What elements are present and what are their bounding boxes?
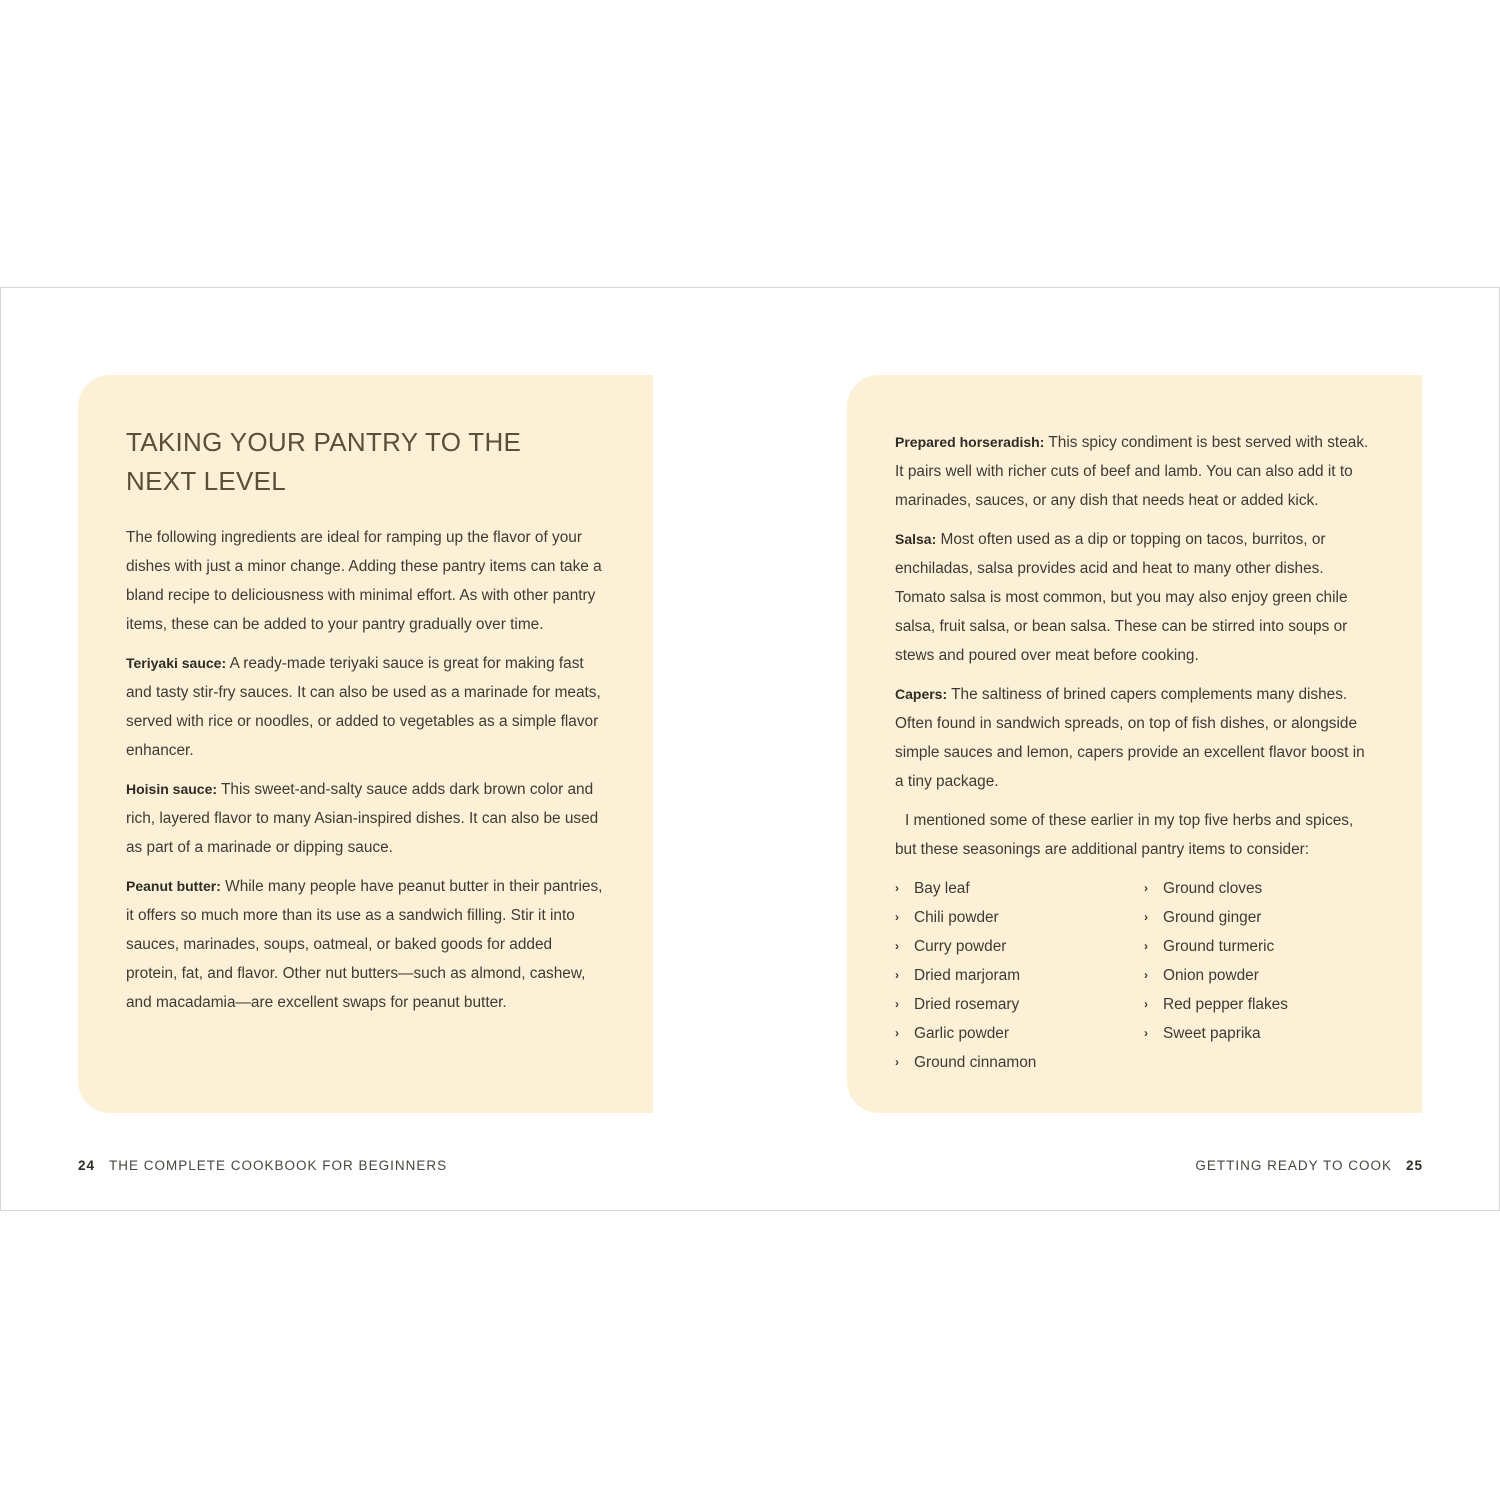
list-item (1144, 1019, 1384, 1048)
chevron-right-icon: › (895, 968, 899, 982)
list-item (895, 1048, 1144, 1077)
list-item (895, 990, 1144, 1019)
spice-column-1 (895, 874, 1144, 1077)
chevron-right-icon: › (895, 1055, 899, 1069)
right-sidebar-panel (847, 375, 1422, 1113)
section-title-line-2: NEXT LEVEL (126, 466, 287, 496)
entry-term: Teriyaki sauce: (126, 655, 227, 671)
entry-term: Peanut butter: (126, 878, 221, 894)
spice-list (895, 874, 1374, 1077)
entry-text: While many people have peanut butter in their pantries, it offers so much more than its use as a sandwich filling. Stir it into sauces, marinades, soups, oatmeal, or baked goods for added protein, fat, and flavor. Other nut butters—such as almond, cashew, and macadamia—are excellent swaps for peanut butter. (126, 878, 603, 1011)
page-number: 25 (1405, 1158, 1423, 1173)
section-title (126, 423, 605, 501)
chevron-right-icon: › (895, 997, 899, 1011)
entry-hoisin (126, 775, 605, 862)
list-item (895, 1019, 1144, 1048)
spice-label: Curry powder (914, 938, 1007, 955)
spice-label: Ground ginger (1163, 909, 1262, 926)
book-spread (0, 287, 1500, 1211)
chevron-right-icon: › (1144, 1026, 1148, 1040)
left-sidebar-panel (78, 375, 653, 1113)
section-title-line-1: TAKING YOUR PANTRY TO THE (126, 427, 522, 457)
left-page-footer (78, 1158, 447, 1173)
entry-term: Hoisin sauce: (126, 781, 218, 797)
spice-label: Ground cloves (1163, 880, 1263, 897)
list-item (895, 961, 1144, 990)
spice-label: Ground turmeric (1163, 938, 1275, 955)
entry-text: A ready-made teriyaki sauce is great for making fast and tasty stir-fry sauces. It can also be used as a marinade for meats, served with rice or noodles, or added to vegetables as a simple flavor enhancer. (126, 655, 601, 759)
entry-term: Salsa: (895, 531, 937, 547)
spice-column-2 (1144, 874, 1384, 1077)
list-item (895, 874, 1144, 903)
chevron-right-icon: › (1144, 939, 1148, 953)
chevron-right-icon: › (895, 881, 899, 895)
list-item (895, 932, 1144, 961)
entry-text: The saltiness of brined capers complements many dishes. Often found in sandwich spreads, on top of fish dishes, or alongside simple sauces and lemon, capers provide an excellent flavor boost in a tiny package. (895, 686, 1365, 790)
spice-label: Onion powder (1163, 967, 1259, 984)
closing-paragraph: I mentioned some of these earlier in my top five herbs and spices, but these seasonings are additional pantry items to consider: (895, 812, 1354, 858)
intro-paragraph: The following ingredients are ideal for ramping up the flavor of your dishes with just a minor change. Adding these pantry items can take a bland recipe to deliciousness with minimal effort. As with other pantry items, these can be added to your pantry gradually over time. (126, 529, 602, 633)
entry-horseradish (895, 428, 1374, 515)
book-title: THE COMPLETE COOKBOOK FOR BEGINNERS (109, 1158, 448, 1173)
right-page-footer (1195, 1158, 1423, 1173)
chevron-right-icon: › (1144, 968, 1148, 982)
chevron-right-icon: › (895, 1026, 899, 1040)
spice-label: Chili powder (914, 909, 999, 926)
spice-label: Bay leaf (914, 880, 970, 897)
entry-teriyaki (126, 649, 605, 765)
entry-text: Most often used as a dip or topping on tacos, burritos, or enchiladas, salsa provides acid and heat to many other dishes. Tomato salsa is most common, but you may also enjoy green chile salsa, fruit salsa, or bean salsa. These can be stirred into soups or stews and poured over meat before cooking. (895, 531, 1348, 664)
list-item (1144, 874, 1384, 903)
chevron-right-icon: › (895, 910, 899, 924)
entry-term: Prepared horseradish: (895, 434, 1045, 450)
chapter-title: GETTING READY TO COOK (1195, 1158, 1392, 1173)
list-item (1144, 932, 1384, 961)
list-item (1144, 903, 1384, 932)
spice-label: Red pepper flakes (1163, 996, 1288, 1013)
chevron-right-icon: › (1144, 910, 1148, 924)
list-item (1144, 990, 1384, 1019)
chevron-right-icon: › (895, 939, 899, 953)
spice-label: Ground cinnamon (914, 1054, 1037, 1071)
spice-label: Garlic powder (914, 1025, 1009, 1042)
spice-label: Dried rosemary (914, 996, 1020, 1013)
spice-label: Sweet paprika (1163, 1025, 1261, 1042)
list-item (1144, 961, 1384, 990)
spice-label: Dried marjoram (914, 967, 1021, 984)
entry-capers (895, 680, 1374, 796)
chevron-right-icon: › (1144, 881, 1148, 895)
chevron-right-icon: › (1144, 997, 1148, 1011)
entry-term: Capers: (895, 686, 948, 702)
entry-text: This spicy condiment is best served with steak. It pairs well with richer cuts of beef and lamb. You can also add it to marinades, sauces, or any dish that needs heat or added kick. (895, 434, 1369, 509)
page-number: 24 (78, 1158, 96, 1173)
entry-text: This sweet-and-salty sauce adds dark brown color and rich, layered flavor to many Asian-inspired dishes. It can also be used as part of a marinade or dipping sauce. (126, 781, 599, 856)
list-item (895, 903, 1144, 932)
entry-salsa (895, 525, 1374, 670)
entry-peanut-butter (126, 872, 605, 1017)
